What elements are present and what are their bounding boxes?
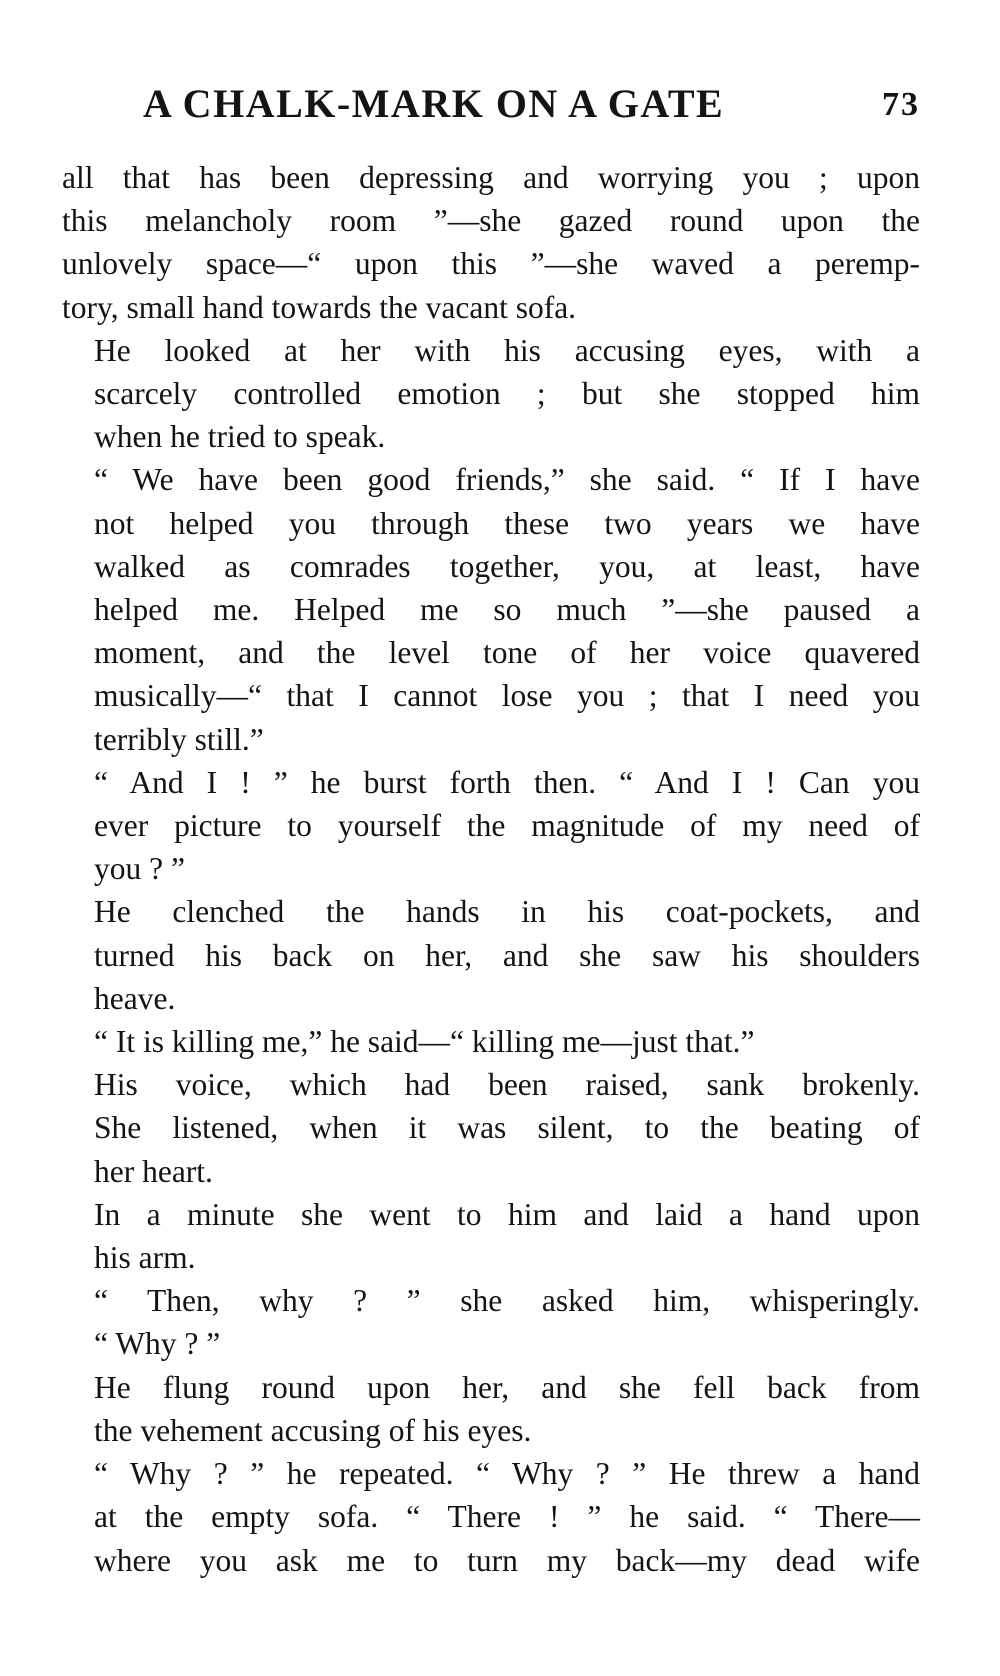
text-line: “ We have been good friends,” she said. “ If I have — [94, 462, 920, 498]
paragraph — [62, 156, 920, 329]
text-line: all that has been depressing and worrying you ; upon — [62, 160, 920, 195]
text-line: “ It is killing me,” he said—“ killing me—just that.” — [94, 1024, 755, 1060]
paragraph — [62, 1020, 920, 1063]
text-line: his arm. — [94, 1240, 196, 1276]
text-line: terribly still.” — [94, 721, 264, 757]
paragraph — [62, 329, 920, 459]
text-line: “ Why ? ” — [94, 1326, 221, 1362]
text-line: He clenched the hands in his coat-pockets, and — [94, 894, 920, 930]
text-line: moment, and the level tone of her voice quavered — [94, 635, 920, 671]
text-line: “ And I ! ” he burst forth then. “ And I ! Can you — [94, 764, 920, 800]
text-line: “ Why ? ” he repeated. “ Why ? ” He threw a hand — [94, 1456, 920, 1492]
text-line: walked as comrades together, you, at least, have — [94, 548, 920, 584]
text-line: heave. — [94, 980, 176, 1016]
body-text — [62, 156, 920, 1582]
text-line: the vehement accusing of his eyes. — [94, 1412, 532, 1448]
text-line: His voice, which had been raised, sank brokenly. — [94, 1067, 920, 1103]
paragraph — [62, 1366, 920, 1452]
paragraph — [62, 458, 920, 760]
text-line: helped me. Helped me so much ”—she paused a — [94, 592, 920, 628]
text-line: scarcely controlled emotion ; but she stopped him — [94, 376, 920, 412]
text-line: He looked at her with his accusing eyes, with a — [94, 332, 920, 368]
book-page — [62, 80, 920, 1582]
paragraph — [62, 1279, 920, 1365]
paragraph — [62, 761, 920, 891]
paragraph — [62, 1193, 920, 1279]
text-line: musically—“ that I cannot lose you ; that I need you — [94, 678, 920, 714]
text-line: He flung round upon her, and she fell back from — [94, 1369, 920, 1405]
text-line: turned his back on her, and she saw his shoulders — [94, 937, 920, 973]
text-line: She listened, when it was silent, to the beating of — [94, 1110, 920, 1146]
text-line: unlovely space—“ upon this ”—she waved a peremp- — [62, 246, 920, 282]
text-line: “ Then, why ? ” she asked him, whisperingly. — [94, 1283, 920, 1319]
page-number: 73 — [882, 86, 920, 123]
text-line: at the empty sofa. “ There ! ” he said. “ There— — [94, 1499, 920, 1535]
running-head — [62, 80, 920, 136]
text-line: you ? ” — [94, 851, 185, 887]
text-line: In a minute she went to him and laid a hand upon — [94, 1196, 920, 1232]
text-line: when he tried to speak. — [94, 419, 386, 455]
chapter-title: A CHALK-MARK ON A GATE — [143, 81, 725, 126]
text-line: ever picture to yourself the magnitude of my need of — [94, 808, 920, 844]
text-line: this melancholy room ”—she gazed round upon the — [62, 203, 920, 239]
paragraph — [62, 1452, 920, 1582]
paragraph — [62, 1063, 920, 1193]
text-line: tory, small hand towards the vacant sofa. — [62, 289, 577, 325]
text-line: where you ask me to turn my back—my dead wife — [94, 1542, 920, 1578]
paragraph — [62, 890, 920, 1020]
text-line: not helped you through these two years we have — [94, 505, 920, 541]
text-line: her heart. — [94, 1153, 213, 1189]
